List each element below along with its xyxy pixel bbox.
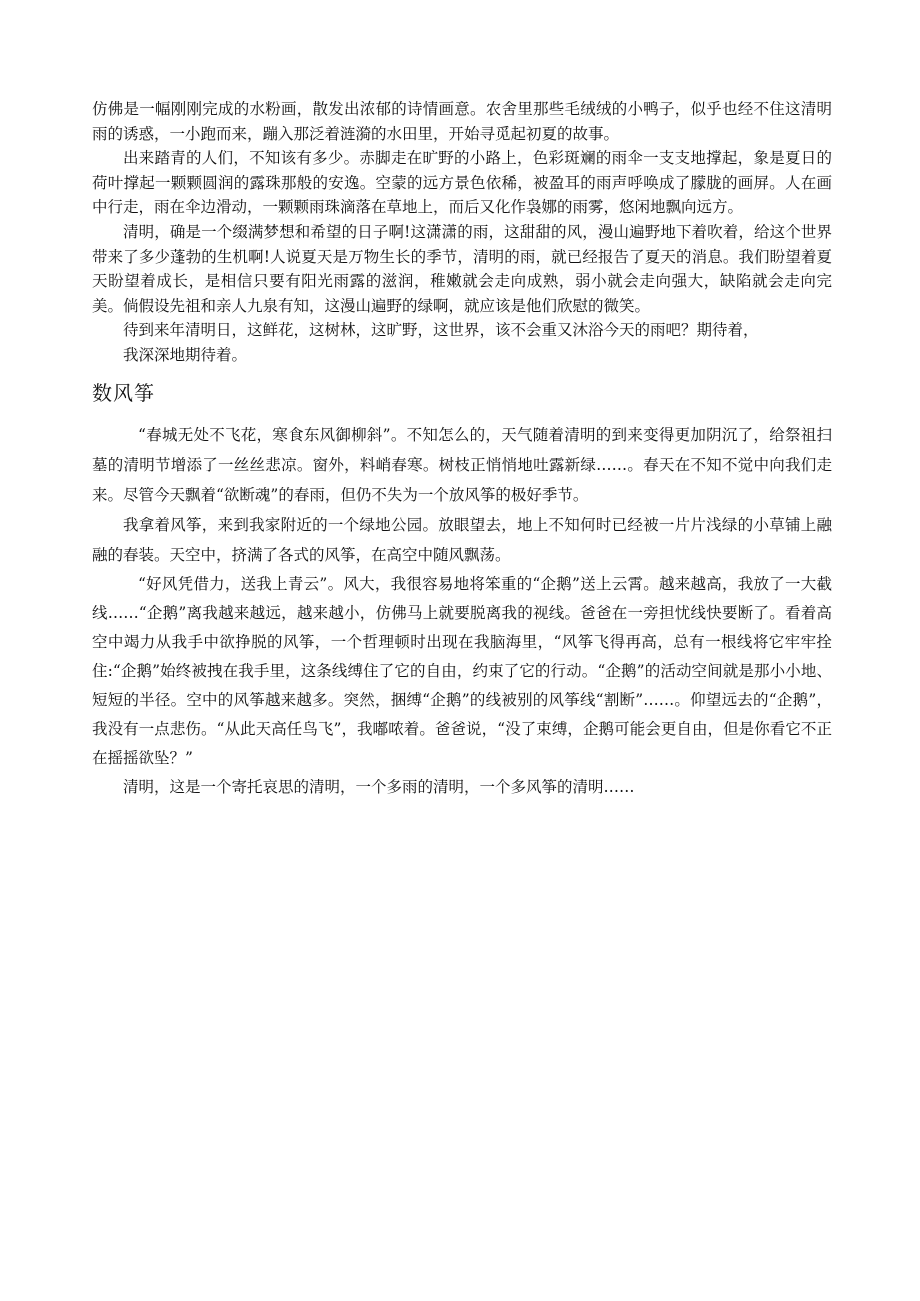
- paragraph-8: 清明，这是一个寄托哀思的清明，一个多雨的清明，一个多风筝的清明……: [123, 777, 635, 796]
- paragraph-7: “好风凭借力，送我上青云”。风大，我很容易地将笨重的“企鹅”送上云霄。越来越高，我放了一大截线……“企鹅”离我越来越远，越来越小，仿佛马上就要脱离我的视线。爸爸在一旁担忧线快要断了。看着高空中竭力从我手中欲挣脱的风筝，一个哲理顿时出现在我脑海里，“风筝飞得再高，总有一根线将它牢牢拴住:“企鹅”始终被拽在我手里，这条线缚住了它的自由，约束了它的行动。“企鹅”的活动空间就是那小小地、短短的半径。空中的风筝越来越多。突然，捆缚“企鹅”的线被别的风筝线“割断”……。仰望远去的“企鹅”，我没有一点悲伤。“从此天高任鸟飞”，我嘟哝着。爸爸说，“没了束缚，企鹅可能会更自由，但是你看它不正在摇摇欲坠？”: [92, 574, 832, 767]
- document-page: [92, 97, 832, 802]
- paragraph-2: 出来踏青的人们，不知该有多少。赤脚走在旷野的小路上，色彩斑斓的雨伞一支支地撑起，象是夏日的荷叶撑起一颗颗圆润的露珠那般的安逸。空蒙的远方景色依稀，被盈耳的雨声呼唤成了朦胧的画屏。人在画中行走，雨在伞边滑动，一颗颗雨珠滴落在草地上，而后又化作袅娜的雨雾，悠闲地飘向远方。: [92, 149, 832, 217]
- paragraph-6: 我拿着风筝，来到我家附近的一个绿地公园。放眼望去，地上不知何时已经被一片片浅绿的小草铺上融融的春装。天空中，挤满了各式的风筝，在高空中随风飘荡。: [92, 515, 832, 564]
- paragraph-4: 待到来年清明日，这鲜花，这树林，这旷野，这世界，该不会重又沐浴今天的雨吧？期待着，: [123, 321, 759, 340]
- paragraph-3: 清明，确是一个缀满梦想和希望的日子啊!这潇潇的雨，这甜甜的风，漫山遍野地下着吹着，给这个世界带来了多少蓬勃的生机啊!人说夏天是万物生长的季节，清明的雨，就已经报告了夏天的消息。我们盼望着夏天盼望着成长，是相信只要有阳光雨露的滋润，稚嫩就会走向成熟，弱小就会走向强大，缺陷就会走向完美。倘假设先祖和亲人九泉有知，这漫山遍野的绿啊，就应该是他们欣慰的微笑。: [92, 222, 832, 315]
- paragraph-4-continuation: 我深深地期待着。: [123, 345, 248, 364]
- section-title: 数风筝: [92, 380, 155, 405]
- paragraph-5: “春城无处不飞花，寒食东风御柳斜”。不知怎么的，天气随着清明的到来变得更加阴沉了，给祭祖扫墓的清明节增添了一丝丝悲凉。窗外，料峭春寒。树枝正悄悄地吐露新绿……。春天在不知不觉中向我们走来。尽管今天飘着“欲断魂”的春雨，但仍不失为一个放风筝的极好季节。: [92, 425, 832, 504]
- paragraph-1: 仿佛是一幅刚刚完成的水粉画，散发出浓郁的诗情画意。农舍里那些毛绒绒的小鸭子，似乎也经不住这清明雨的诱惑，一小跑而来，蹦入那泛着涟漪的水田里，开始寻觅起初夏的故事。: [92, 100, 832, 143]
